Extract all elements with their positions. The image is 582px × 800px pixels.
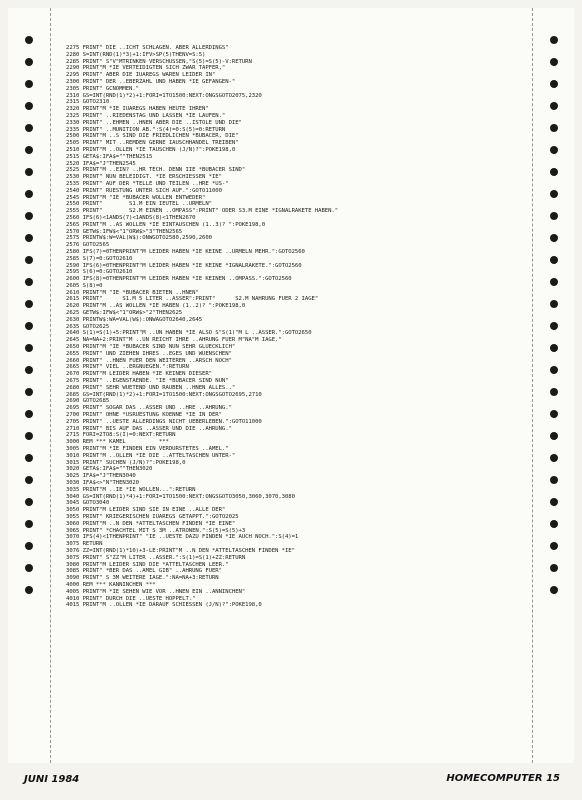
listing-line: 2685 GS=INT(RND(1)*2)+1:FORI=1TO1500:NEXT:ONGSGOTO2695,2710 [66,391,262,398]
sprocket-hole-icon [550,322,558,330]
listing-line: 2290 PRINT"M *IE VERTEIDIGTEN SICH ZWAR TAPFER," [66,65,226,72]
listing-line: 3000 REM *** KAMEL *** [66,439,169,446]
sprocket-hole-icon [25,432,33,440]
listing-line: 3060 PRINT"M ..N DEN *ATTELTASCHEN FINDEN *IE EINE" [66,520,236,527]
sprocket-hole-icon [550,190,558,198]
listing-line: 2550 PRINT" S1.M EIN IEUTEL ..URMELN" [66,201,212,208]
listing-line: 2330 PRINT" ..EHMEN ..HNEN ABER DIE ..ISTOLE UND DIE" [66,119,242,126]
listing-line: 2505 PRINT" MIT ..REMDEN GERNE IAUSCHHANDEL TREIBEN" [66,140,239,147]
listing-line: 2335 PRINT" ..MUNITION AB.":S(4)=0:S(5)=0:RETURN [66,126,226,133]
listing-line: 2315 GOTO2310 [66,99,110,106]
listing-line: 2675 PRINT" ..EGENSTAENDE. "IE *BUBACER SIND NUN" [66,378,229,385]
sprocket-hole-icon [25,520,33,528]
listing-line: 2625 GETW$:IFW$<"1"ORW$>"2"THEN2625 [66,310,183,317]
listing-line: 2305 PRINT" GCNOMMEN." [66,85,139,92]
sprocket-hole-icon [550,410,558,418]
sprocket-hole-icon [25,322,33,330]
listing-line: 3085 PRINT" *BER DAS ..AMEL GIB" ..AHRUNG FUER" [66,568,222,575]
left-sprocket-strip [8,8,51,763]
sprocket-hole-icon [550,102,558,110]
sprocket-hole-icon [550,212,558,220]
listing-line: 2630 PRINTW$:WA=VAL(W$):ONWAGOTO2640,2645 [66,316,203,323]
listing-line: 2560 IFS(6)<1ANDS(7)<1ANDS(8)<1THEN2670 [66,214,196,221]
sprocket-hole-icon [25,168,33,176]
listing-line: 2540 PRINT" RUESTUNG UNTER SICH AUF.":GOTO11000 [66,187,222,194]
sprocket-hole-icon [550,36,558,44]
footer-date: JUNI 1984 [24,774,80,785]
listing-line: 2515 GETA$:IFA$=""THEN2515 [66,153,153,160]
sprocket-hole-icon [25,564,33,572]
listing-line: 4010 PRINT" DURCH DIE ..UESTE HOPPELT." [66,595,196,602]
sprocket-hole-icon [25,36,33,44]
listing-line: 2670 PRINT"M LEIDER HABEN *IE KEINEN DIESER" [66,371,212,378]
sprocket-hole-icon [25,146,33,154]
sprocket-hole-icon [25,542,33,550]
listing-line: 2570 GETW$:IFW$<"1"ORW$>"3"THEN2565 [66,228,183,235]
listing-line: 3040 GS=INT(RND(1)*4)+1:FORI=1TO1500:NEXT:ONGSGOTO3050,3060,3070,3080 [66,493,295,500]
listing-line: 2585 S(7)=0:GOTO2610 [66,255,133,262]
sprocket-hole-icon [25,212,33,220]
listing-line: 2650 PRINT"M "IE *BUBACER SIND NUN SEHR GLUECKLICH" [66,344,236,351]
listing-line: 2545 PRINT"M "IE *BUBACER WOLLEN ENTWEDER" [66,194,206,201]
sprocket-hole-icon [550,542,558,550]
listing-line: 2700 PRINT" OHNE *USRUESTUNG KOENNE *IE IN DER" [66,412,222,419]
listing-line: 3045 GOTO3040 [66,500,110,507]
listing-line: 3055 PRINT" KRIEGERISCHEN IUAREGS GETAPPT.":GOTO2025 [66,513,239,520]
left-sprocket-holes [8,36,50,608]
sprocket-hole-icon [25,234,33,242]
right-sprocket-holes [533,36,575,608]
listing-line: 2710 PRINT" BIS AUF DAS ..ASSER UND DIE ..AHRUNG." [66,425,232,432]
listing-line: 2275 FRINT" DIE ..ICHT SCHLAGEN. ABER ALLERDINGS" [66,45,229,51]
sprocket-hole-icon [550,366,558,374]
footer-magazine-page: HOMECOMPUTER 15 [446,773,560,784]
sprocket-hole-icon [25,366,33,374]
sprocket-hole-icon [25,498,33,506]
listing-line: 3005 PRINT"M *IE FINDEN EIN VERDURSTETES ..AMEL." [66,446,229,453]
sprocket-hole-icon [25,476,33,484]
sprocket-hole-icon [550,168,558,176]
listing-line: 2535 PRINT" AUF DER *TELLE UND TEILEN ..HRE *US-" [66,180,229,187]
sprocket-hole-icon [25,58,33,66]
listing-line: 2640 S(1)=S(1)+5:PRINT"M ..UN HABEN *IE ALSO S"S(1)"M L ..ASSER.":GOTO2650 [66,330,312,337]
sprocket-hole-icon [550,146,558,154]
sprocket-hole-icon [25,410,33,418]
sprocket-hole-icon [550,388,558,396]
sprocket-hole-icon [550,300,558,308]
listing-line: 2520 IFA$="J"THEN2545 [66,160,136,167]
sprocket-hole-icon [550,454,558,462]
listing-line: 2576 GOTO2565 [66,242,110,249]
listing-line: 2285 PRINT" S"V"MTRINKEN VERSCHUSSEN,"S(5)=S(5)-V:RETURN [66,58,252,65]
listing-line: 2655 PRINT" UND ZIEHEN IHRES ..EGES UND WUENSCHEN" [66,350,232,357]
sprocket-hole-icon [550,520,558,528]
listing-line: 2325 PRINT" ..RIEDENSTAG UND LASSEN *IE LAUFEN." [66,112,226,119]
listing-line: 2575 PRINTW$:W=VAL(W$):ONWGOTO2580,2590,2600 [66,235,212,242]
listing-line: 4015 PRINT"M ..OLLEN *IE DARAUF SCHIESSEN (J/N)?":POKE198,0 [66,602,262,609]
listing-line: 2310 GS=INT(RND(1)*2)+1:FORI=1TO1500:NEXT:ONGSGOTO2075,2320 [66,92,262,99]
listing-line: 2530 PRINT" NUN BELEIDIGT. *IE ERSCHIESSEN *IE" [66,174,222,181]
sprocket-hole-icon [550,498,558,506]
sprocket-hole-icon [550,124,558,132]
listing-line: 3035 PRINT"M ..IE *IE WOLLEN...":RETURN [66,486,196,493]
listing-line: 3010 PRINT"M ..OLLEN *IE DIE ..ATTELTASCHEN UNTER-" [66,452,236,459]
listing-line: 3065 PRINT" *CHACHTEL MIT S 3M ..ATRONEN.":S(5)=S(5)+3 [66,527,246,534]
right-sprocket-strip [532,8,575,763]
listing-line: 2645 NA=NA+2:PRINT"M ..UN REICHT IHRE ..AHRUNG FUER M"NA"M IAGE." [66,337,282,344]
listing-line: 2680 PRINT" SEHR WUETEND UND RAUBEN ..HNEN ALLES.." [66,384,236,391]
listing-line: 2635 GOTO2625 [66,323,110,330]
listing-line: 4000 REM *** KANNINCHEN *** [66,581,156,588]
listing-line: 2500 PRINT"M ..S SIND DIE FRIEDLICHEN *BUBACER, DIE" [66,133,239,140]
listing-line: 3015 PRINT" SUCHEN (J/N)?":POKE198,0 [66,459,186,466]
listing-line: 2600 IFS(8)=0THENPRINT"M LEIDER HABEN *IE KEINEN ..OMPASS.":GOTO2560 [66,276,292,283]
listing-line: 2715 FORI=2TO8:S(I)=0:NEXT:RETURN [66,432,176,439]
listing-line: 3075 RETURN [66,541,103,548]
listing-line: 2615 PRINT" S1.M 5 LITER ..ASSER":PRINT" S2.M NAHRUNG FUER 2 IAGE" [66,296,319,303]
sprocket-hole-icon [25,278,33,286]
listing-line: 2620 PRINT"M ..AS WOLLEN *IE HABEN (1..2)? ":POKE198,0 [66,303,246,310]
sprocket-hole-icon [25,388,33,396]
listing-line: 2660 PRINT" ..HNEN FUER DEN WEITEREN ..ARSCH NOCH" [66,357,232,364]
listing-line: 3030 IFA$<>"N"THEN3020 [66,480,139,486]
listing-line: 2590 IFS(6)=0THENPRINT"M LEIDER HABEN *IE KEINE *IGNALRAKETE.":GOTO2560 [66,262,302,269]
sprocket-hole-icon [25,190,33,198]
listing-line: 2280 S=INT(RND(1)*3)+1:IFV>SP(5)THENV=S:5) [66,51,206,58]
listing-line: 3025 IFA$="J"THEN3040 [66,473,136,480]
sprocket-hole-icon [25,102,33,110]
sprocket-hole-icon [25,256,33,264]
sprocket-hole-icon [25,586,33,594]
listing-line: 2295 PRINT" ABER DIE IUAREGS WAREN LEIDER IN" [66,72,216,79]
listing-line: 3080 PRINT"M LEIDER SIND DIE *ATTELTASCHEN LEER." [66,561,229,568]
sprocket-hole-icon [550,80,558,88]
listing-line: 2705 PRINT" ..UESTE ALLERDINGS NICHT UEBERLEBEN.":GOTO11000 [66,418,262,425]
basic-program-listing [66,45,526,609]
listing-line: 3050 PRINT"M LEIDER SIND SIE IN EINE ..ALLE DER" [66,507,226,514]
sprocket-hole-icon [550,278,558,286]
listing-line: 3075 PRINT" S"ZZ"M LITER ..ASSER.":S(1)=S(1)+ZZ:RETURN [66,554,246,561]
sprocket-hole-icon [550,432,558,440]
listing-line: 2510 PRINT"M ..OLLEN *IE TAUSCHEN (J/N)?":POKE198,0 [66,146,236,153]
listing-line: 2300 PRINT" DER ..EBERZAHL UND HABEN *IE GEFANGEN-" [66,78,236,85]
listing-line: 2525 PRINT"M ..EIN? ..HR TECH. DENN IIE *BUBACER SIND" [66,167,246,174]
listing-line: 3020 GETA$:IFA$=""THEN3020 [66,466,153,473]
sprocket-hole-icon [25,300,33,308]
listing-line: 3090 PRINT" S 3M WEITERE IAGE.":NA=NA+3:RETURN [66,575,219,582]
sprocket-hole-icon [550,476,558,484]
listing-line: 2595 S(6)=0:GOTO2610 [66,269,133,276]
sprocket-hole-icon [550,564,558,572]
sprocket-hole-icon [25,80,33,88]
sprocket-hole-icon [550,586,558,594]
listing-line: 2555 PRINT" S2.M EINEN ..OMPASS":PRINT" ODER S3.M EINE *IGNALRAKETE HABEN." [66,208,339,215]
listing-line: 2690 GOTO2685 [66,398,110,405]
listing-line: 2580 IFS(7)=0THENPRINT"M LEIDER HABEN *IE KEINE ..URMELN MEHR.":GOTO2560 [66,248,305,255]
listing-line: 3070 IFS(4)<1THENPRINT" "IE ..UESTE DAZU FINDEN *IE AUCH NOCH.":S(4)=1 [66,534,299,541]
listing-line: 2565 PRINT"M ..AS WOLLEN *IE EINTAUSCHEN (1..3)? ":POKE198,0 [66,221,266,228]
sprocket-hole-icon [550,344,558,352]
listing-line: 2695 PRINT" SOGAR DAS ..ASSER UND ..HRE ..AHRUNG." [66,405,232,412]
sprocket-hole-icon [550,58,558,66]
sprocket-hole-icon [25,454,33,462]
listing-line: 2605 S(8)=0 [66,282,103,289]
listing-line: 2320 PRINT"M *IE IUAREGS HABEN HEUTE IHREN" [66,106,209,113]
listing-line: 2610 PRINT"M "IE *BUBACER BIETEN ..HNEN" [66,289,199,296]
listing-line: 4005 PRINT"M *IE SEHEN WIE VOR ..HNEN EIN ..ANNINCHEN" [66,588,246,595]
sprocket-hole-icon [25,124,33,132]
sprocket-hole-icon [550,256,558,264]
listing-line: 3076 ZZ=INT(RND(1)*10)+3-LE:PRINT"M ..N DEN *ATTELTASCHEN FINDEN *IE" [66,547,295,554]
sprocket-hole-icon [25,344,33,352]
listing-line: 2665 PRINT" VIEL ..ERGNUEGEN.":RETURN [66,364,189,371]
sprocket-hole-icon [550,234,558,242]
